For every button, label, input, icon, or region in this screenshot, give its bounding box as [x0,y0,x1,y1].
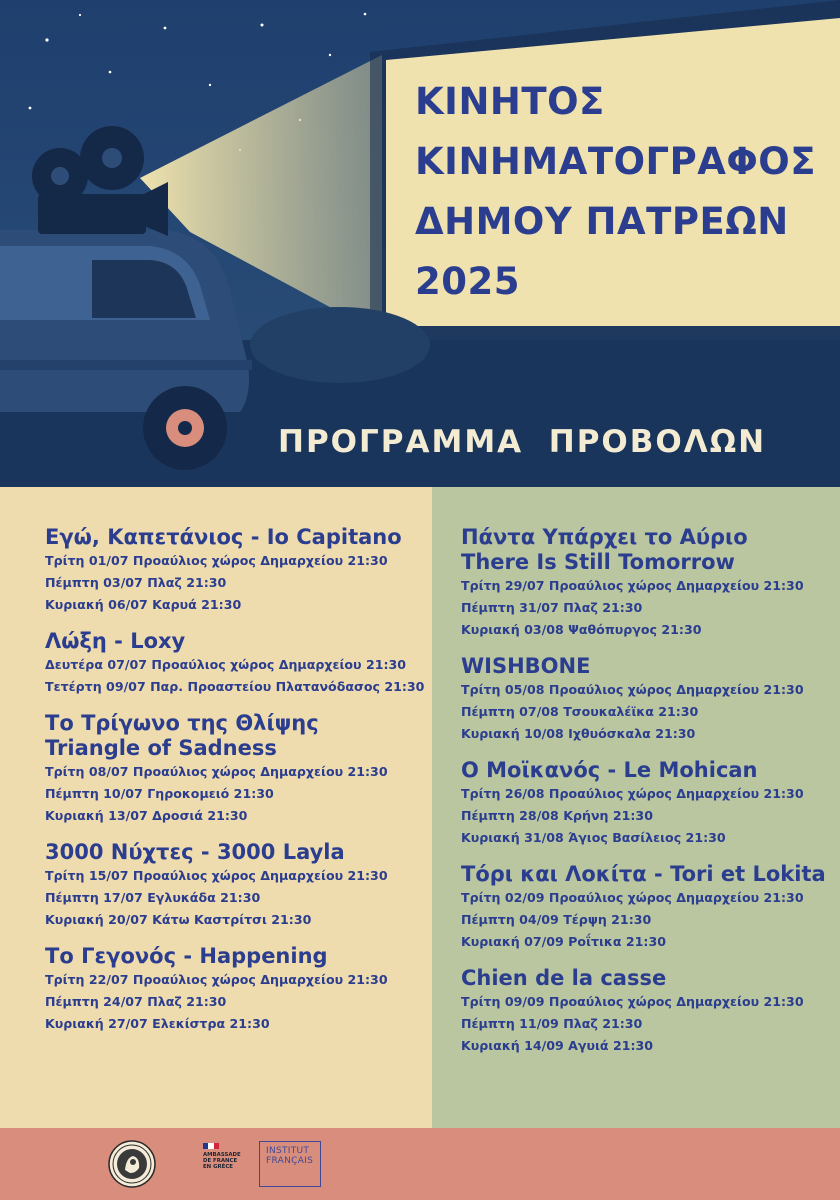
institut-francais-logo [259,1141,321,1187]
film-entry [461,862,840,953]
film-title: Το Τρίγωνο της Θλίψης [45,711,319,735]
screening: Κυριακή 20/07 Κάτω Καστρίτσι 21:30 [45,912,312,927]
screening: Πέμπτη 24/07 Πλαζ 21:30 [45,994,227,1009]
screening: Πέμπτη 11/09 Πλαζ 21:30 [461,1016,643,1031]
screening: Τρίτη 05/08 Προαύλιος χώρος Δημαρχείου 21:30 [461,682,804,697]
film-title: Τόρι και Λοκίτα - Tori et Lokita [461,862,826,886]
screening: Τρίτη 01/07 Προαύλιος χώρος Δημαρχείου 21:30 [45,553,388,568]
screening: Πέμπτη 10/07 Γηροκομειό 21:30 [45,786,274,801]
screening: Τρίτη 22/07 Προαύλιος χώρος Δημαρχείου 21:30 [45,972,388,987]
screening: Κυριακή 03/08 Ψαθόπυργος 21:30 [461,622,702,637]
film-title: Πάντα Υπάρχει το Αύριο [461,525,748,549]
institut-text-line: FRANÇAIS [266,1156,314,1166]
screening: Κυριακή 13/07 Δροσιά 21:30 [45,808,248,823]
screening: Πέμπτη 04/09 Τέρψη 21:30 [461,912,652,927]
embassy-text-line: EN GRÈCE [203,1164,233,1170]
title-line-2: ΚΙΝΗΜΑΤΟΓΡΑΦΟΣ [415,140,817,183]
screening: Πέμπτη 07/08 Τσουκαλέϊκα 21:30 [461,704,699,719]
screening: Κυριακή 06/07 Καρυά 21:30 [45,597,242,612]
film-entry [45,840,432,931]
bush [250,307,430,383]
screening: Τρίτη 08/07 Προαύλιος χώρος Δημαρχείου 21:30 [45,764,388,779]
film-entry [45,629,432,698]
screening: Τρίτη 09/09 Προαύλιος χώρος Δημαρχείου 21:30 [461,994,804,1009]
film-entry [461,966,840,1057]
film-title: Εγώ, Καπετάνιος - Io Capitano [45,525,402,549]
screening: Πέμπτη 31/07 Πλαζ 21:30 [461,600,643,615]
screening: Τρίτη 02/09 Προαύλιος χώρος Δημαρχείου 21:30 [461,890,804,905]
hero-banner [0,0,840,487]
film-entry [461,654,840,745]
film-title: WISHBONE [461,654,591,678]
title-line-3: ΔΗΜΟΥ ΠΑΤΡΕΩΝ [415,200,789,243]
title-line-1: ΚΙΝΗΤΟΣ [415,80,605,123]
film-title-english: There Is Still Tomorrow [461,550,735,574]
screening: Τρίτη 15/07 Προαύλιος χώρος Δημαρχείου 21:30 [45,868,388,883]
screening: Κυριακή 07/09 Ροΐτικα 21:30 [461,934,666,949]
film-entry [45,525,432,616]
screening: Τετέρτη 09/07 Παρ. Προαστείου Πλατανόδασος 21:30 [45,679,425,694]
embassy-text-line: AMBASSADE [203,1152,241,1158]
screening: Τρίτη 29/07 Προαύλιος χώρος Δημαρχείου 21:30 [461,578,804,593]
title-year: 2025 [415,260,520,303]
screening: Κυριακή 14/09 Αγυιά 21:30 [461,1038,654,1053]
screening: Κυριακή 27/07 Ελεκίστρα 21:30 [45,1016,270,1031]
film-entry [461,525,840,641]
film-title: Ο Μοϊκανός - Le Mohican [461,758,758,782]
embassy-text-line: DE FRANCE [203,1158,238,1164]
institut-text-line: INSTITUT [266,1146,310,1156]
schedule-column-left [0,487,432,1128]
schedule-column-right [432,487,840,1128]
film-title: Λώξη - Loxy [45,629,186,653]
program-heading: ΠΡΟΓΡΑΜΜΑ ΠΡΟΒΟΛΩΝ [278,424,767,460]
poster-title [415,72,815,312]
screening: Πέμπτη 28/08 Κρήνη 21:30 [461,808,653,823]
sponsor-footer [0,1128,840,1200]
screening: Δευτέρα 07/07 Προαύλιος χώρος Δημαρχείου 21:30 [45,657,407,672]
film-title: Το Γεγονός - Happening [45,944,328,968]
screening: Πέμπτη 17/07 Εγλυκάδα 21:30 [45,890,261,905]
film-entry [461,758,840,849]
film-title: Chien de la casse [461,966,667,990]
film-title: 3000 Νύχτες - 3000 Layla [45,840,345,864]
film-entry [45,711,432,827]
screening: Κυριακή 31/08 Άγιος Βασίλειος 21:30 [461,830,726,845]
embassy-of-france-logo [203,1143,255,1187]
screening: Τρίτη 26/08 Προαύλιος χώρος Δημαρχείου 21:30 [461,786,804,801]
screening: Πέμπτη 03/07 Πλαζ 21:30 [45,575,227,590]
french-flag-icon [203,1143,219,1149]
film-entry [45,944,432,1035]
municipality-seal-icon [108,1140,156,1188]
film-title-english: Triangle of Sadness [45,736,277,760]
screening: Κυριακή 10/08 Ιχθυόσκαλα 21:30 [461,726,696,741]
